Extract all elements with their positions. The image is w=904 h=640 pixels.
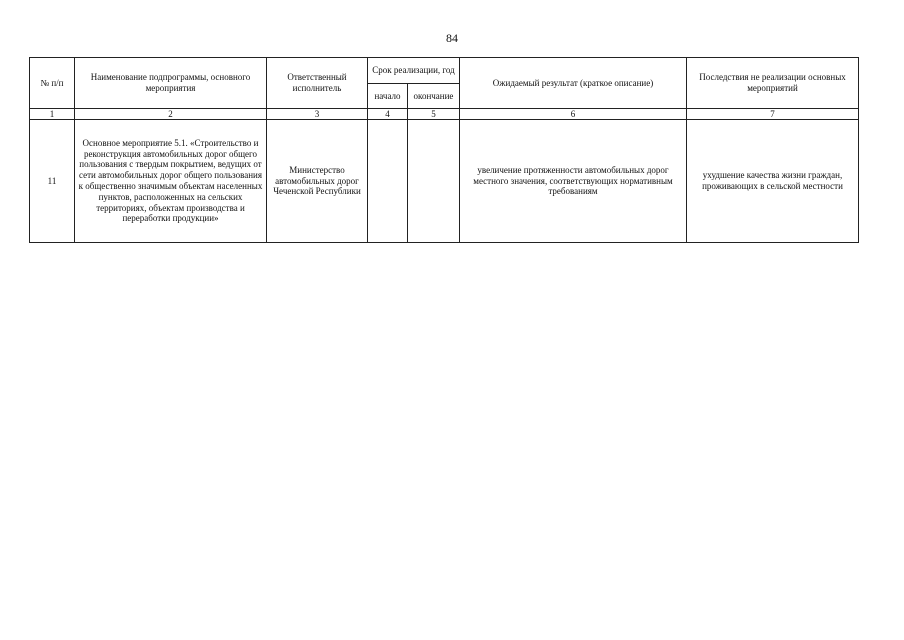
column-numbers-row: [30, 109, 859, 120]
column-number: 2: [75, 109, 267, 120]
column-number: 4: [368, 109, 408, 120]
header-name: Наименование подпрограммы, основного мероприятия: [75, 58, 267, 109]
row-responsible: Министерство автомобильных дорог Чеченской Республики: [267, 120, 368, 243]
header-row-1: [30, 58, 859, 84]
column-number: 6: [460, 109, 687, 120]
row-start: [368, 120, 408, 243]
row-consequences: ухудшение качества жизни граждан, проживающих в сельской местности: [687, 120, 859, 243]
header-result: Ожидаемый результат (краткое описание): [460, 58, 687, 109]
header-consequences: Последствия не реализации основных мероприятий: [687, 58, 859, 109]
header-num: № п/п: [30, 58, 75, 109]
column-number: 5: [408, 109, 460, 120]
header-responsible: Ответственный исполнитель: [267, 58, 368, 109]
column-number: 3: [267, 109, 368, 120]
header-start: начало: [368, 84, 408, 109]
header-end: окончание: [408, 84, 460, 109]
row-result: увеличение протяженности автомобильных дорог местного значения, соответствующих нормативным требованиям: [460, 120, 687, 243]
column-number: 7: [687, 109, 859, 120]
row-end: [408, 120, 460, 243]
activities-table: [29, 57, 859, 243]
column-number: 1: [30, 109, 75, 120]
page-number: 84: [446, 31, 458, 45]
table-row: [30, 120, 859, 243]
row-num: 11: [30, 120, 75, 243]
row-name: Основное мероприятие 5.1. «Строительство и реконструкция автомобильных дорог общего пользования с твердым покрытием, ведущих от сети автомобильных дорог общего пользования к общественно значимым объектам населенных пунктов, расположенных на сельских территориях, объектам производства и переработки продукции»: [75, 120, 267, 243]
header-term: Срок реализации, год: [368, 58, 460, 84]
